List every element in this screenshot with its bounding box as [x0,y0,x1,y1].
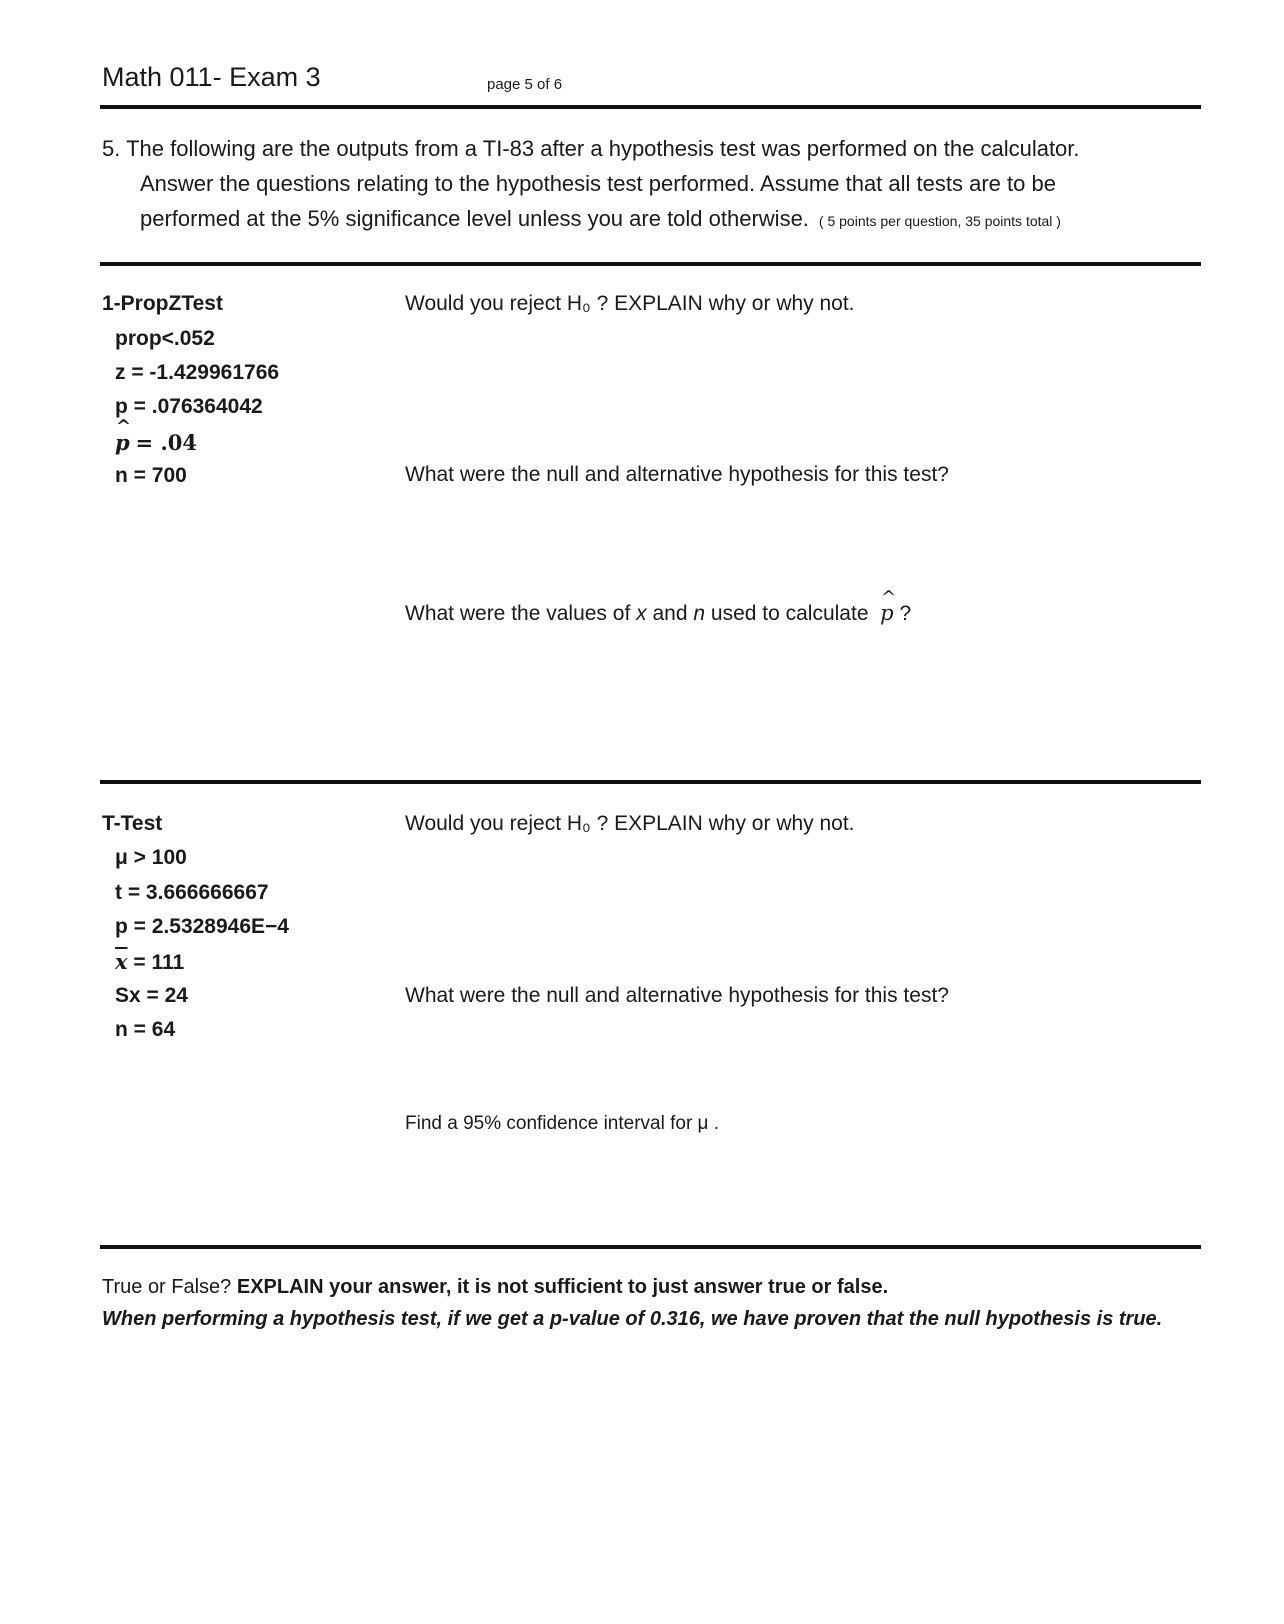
question-intro [102,131,1080,239]
intro-line-3-wrap [102,201,1080,239]
xbar-value: = 111 [133,951,185,974]
header-divider [100,105,1201,109]
q-values-suffix: used to calculate [710,602,869,625]
true-false-prompt [102,1276,888,1299]
phat-value: = .04 [135,430,197,455]
question-hypotheses-ttest: What were the null and alternative hypothesis for this test? [405,984,949,1007]
section-divider-1 [100,262,1201,266]
tf-statement: When performing a hypothesis test, if we get a p-value of 0.316, we have proven that the null hypothesis is true. [102,1308,1163,1330]
calc-p-value: p = .076364042 [115,395,263,418]
tf-instruction: EXPLAIN your answer, it is not sufficient to just answer true or false. [236,1276,889,1298]
xbar-symbol: $\overline{x}$ [115,949,128,974]
calc-t-stat: t = 3.666666667 [115,881,269,904]
points-note: ( 5 points per question, 35 points total ) [818,213,1061,229]
exam-title: Math 011- Exam 3 [102,62,321,92]
calc-phat [115,430,197,456]
question-number: 5. [102,136,121,161]
tf-lead: True or False? [102,1276,232,1298]
intro-line-1: The following are the outputs from a TI-83 after a hypothesis test was performed on the calculator. [126,136,1080,161]
calc-sample-size-ttest: n = 64 [115,1018,176,1041]
calc-sample-size: n = 700 [115,464,187,487]
q-values-n: n [693,602,706,625]
intro-line-3: performed at the 5% significance level unless you are told otherwise. [140,206,809,231]
calc-alt-hypothesis: prop<.052 [115,327,215,350]
question-reject-h0-ttest: Would you reject H₀ ? EXPLAIN why or why not. [405,812,855,835]
intro-line-2: Answer the questions relating to the hypothesis test performed. Assume that all tests are to be [140,171,1056,196]
question-x-and-n [405,601,911,626]
phat-symbol: ^ p [115,430,130,455]
q-values-x: x [636,602,647,625]
question-confidence-interval: Find a 95% confidence interval for μ . [405,1113,720,1134]
calc-output-title: 1-PropZTest [102,292,223,315]
section-divider-2 [100,780,1201,784]
calc-xbar [115,949,184,975]
q-values-end: ? [899,602,912,625]
q-values-and: and [652,602,688,625]
calc-p-value-ttest: p = 2.5328946E−4 [115,915,289,938]
phat-symbol-question: ^ p [880,601,893,625]
question-hypotheses: What were the null and alternative hypothesis for this test? [405,463,949,486]
q-values-prefix: What were the values of [405,602,631,625]
calc-output-title-ttest: T-Test [102,812,163,835]
section-divider-3 [100,1245,1201,1249]
calc-z-stat: z = -1.429961766 [115,361,280,384]
calc-alt-hypothesis-ttest: μ > 100 [115,846,187,869]
question-reject-h0: Would you reject H₀ ? EXPLAIN why or why not. [405,292,855,315]
calc-sample-sd: Sx = 24 [115,984,188,1007]
page-number: page 5 of 6 [487,76,563,93]
